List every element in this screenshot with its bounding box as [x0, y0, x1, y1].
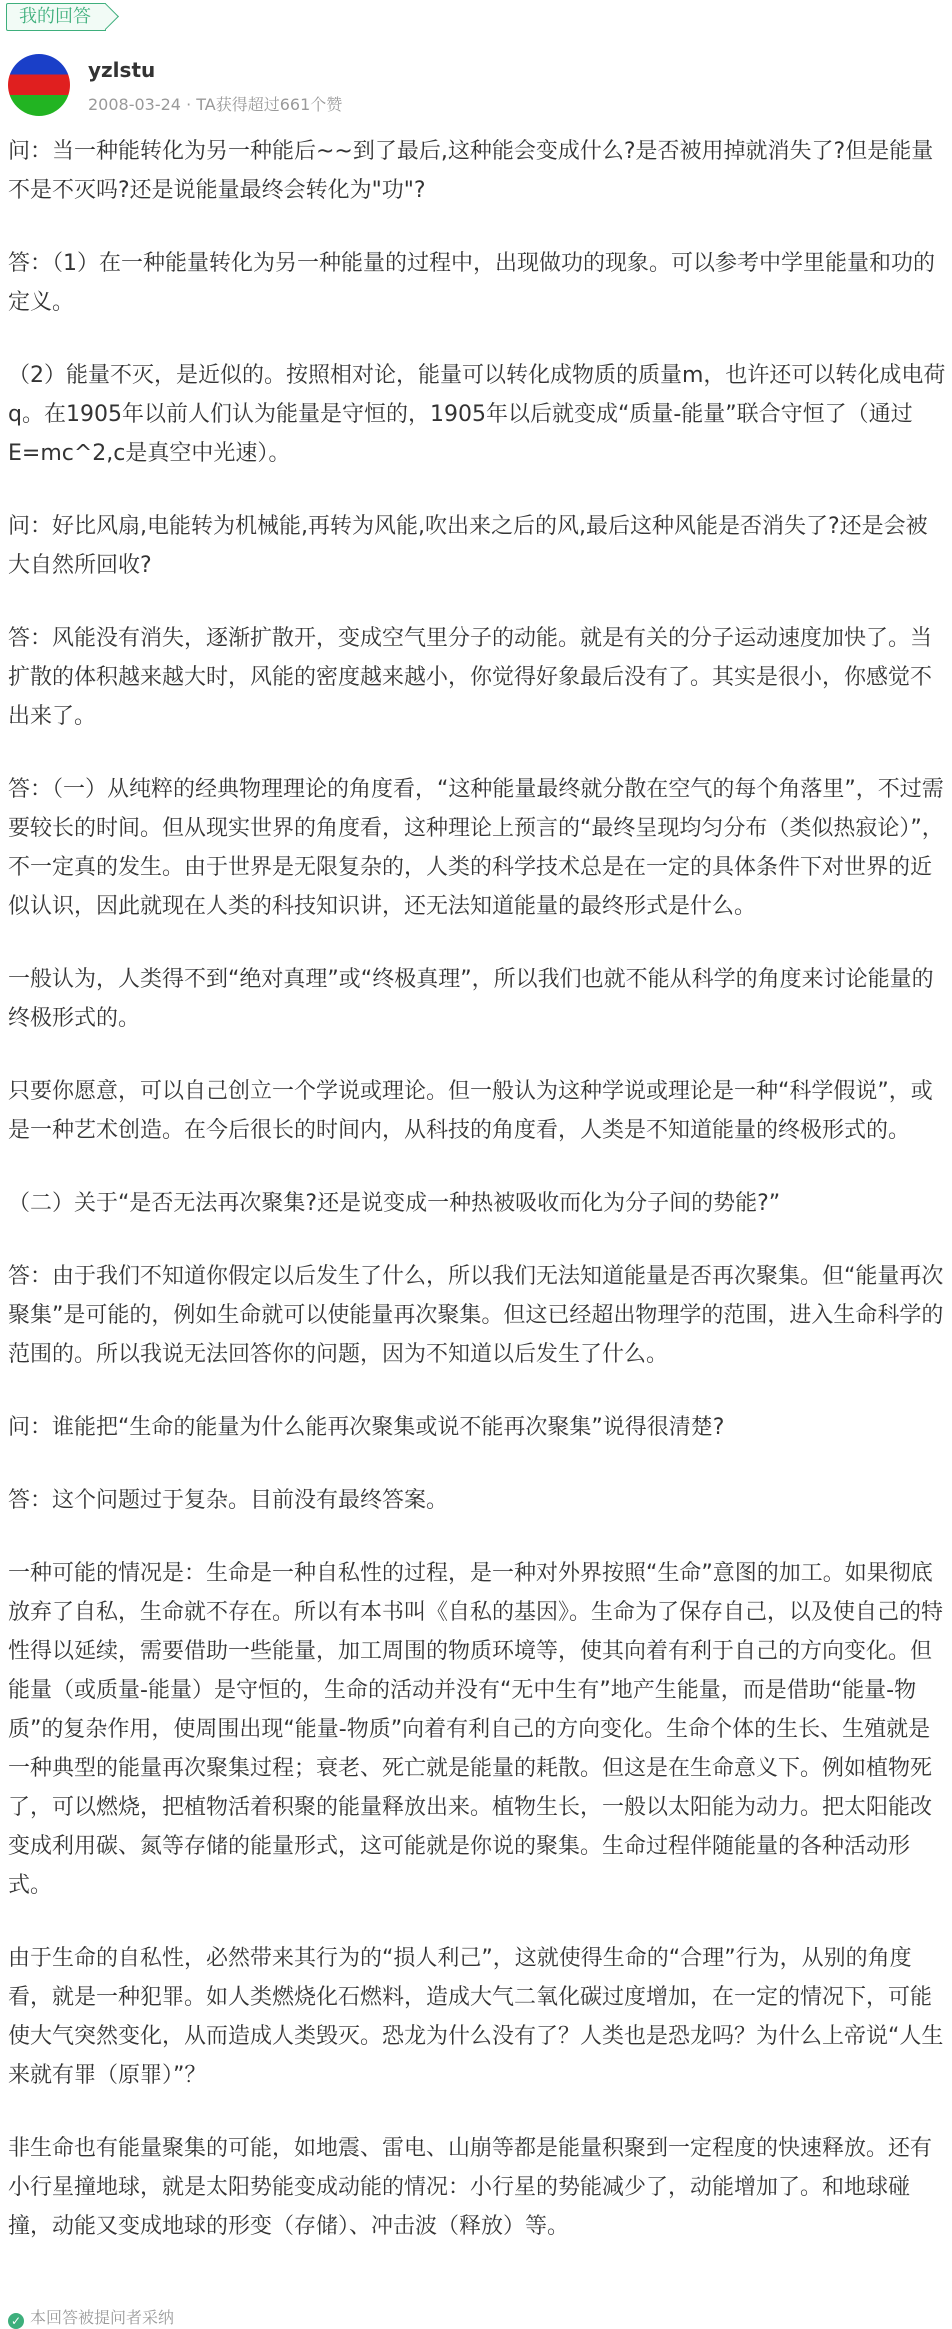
paragraph: 答：（一）从纯粹的经典物理理论的角度看，“这种能量最终就分散在空气的每个角落里”，不过需要较长的时间。但从现实世界的角度看，这种理论上预言的“最终呈现均匀分布（类似热寂论）”，不一定真的发生。由于世界是无限复杂的，人类的科学技术总是在一定的具体条件下对世界的近似认识，因此就现在人类的科技知识讲，还无法知道能量的最终形式是什么。 — [8, 777, 944, 919]
paragraph: 一种可能的情况是：生命是一种自私性的过程，是一种对外界按照“生命”意图的加工。如果彻底放弃了自私，生命就不存在。所以有本书叫《自私的基因》。生命为了保存自己，以及使自己的特性得以延续，需要借助一些能量，加工周围的物质环境等，使其向着有利于自己的方向变化。但能量（或质量-能量）是守恒的，生命的活动并没有“无中生有”地产生能量，而是借助“能量-物质”的复杂作用，使周围出现“能量-物质”向着有利自己的方向变化。生命个体的生长、生殖就是一种典型的能量再次聚集过程；衰老、死亡就是能量的耗散。但这是在生命意义下。例如植物死了，可以燃烧，把植物活着积聚的能量释放出来。植物生长，一般以太阳能为动力。把太阳能改变成利用碳、氮等存储的能量形式，这可能就是你说的聚集。生命过程伴随能量的各种活动形式。 — [8, 1561, 944, 1898]
paragraph: （2）能量不灭，是近似的。按照相对论，能量可以转化成物质的质量m，也许还可以转化成电荷q。在1905年以前人们认为能量是守恒的，1905年以后就变成“质量-能量”联合守恒了（通过E=mc^2,c是真空中光速）。 — [8, 363, 946, 466]
paragraph: 问：好比风扇,电能转为机械能,再转为风能,吹出来之后的风,最后这种风能是否消失了?还是会被大自然所回收? — [8, 514, 928, 578]
adopted-note: 本回答被提问者采纳 — [30, 2308, 175, 2327]
my-answer-tag — [6, 3, 106, 31]
paragraph: 答：这个问题过于复杂。目前没有最终答案。 — [8, 1488, 449, 1513]
paragraph: 问：谁能把“生命的能量为什么能再次聚集或说不能再次聚集”说得很清楚? — [8, 1415, 725, 1440]
answer-content — [8, 132, 948, 2246]
my-answer-tag-label: 我的回答 — [19, 6, 91, 27]
username[interactable]: yzlstu — [88, 58, 156, 82]
paragraph: 由于生命的自私性，必然带来其行为的“损人利己”，这就使得生命的“合理”行为，从别的角度看，就是一种犯罪。如人类燃烧化石燃料，造成大气二氧化碳过度增加，在一定的情况下，可能使大气突然变化，从而造成人类毁灭。恐龙为什么没有了？人类也是恐龙吗？为什么上帝说“人生来就有罪（原罪）”？ — [8, 1946, 944, 2088]
answer-meta — [88, 92, 342, 115]
paragraph: 答：（1）在一种能量转化为另一种能量的过程中，出现做功的现象。可以参考中学里能量和功的定义。 — [8, 251, 936, 315]
paragraph: 只要你愿意，可以自己创立一个学说或理论。但一般认为这种学说或理论是一种“科学假说”，或是一种艺术创造。在今后很长的时间内，从科技的角度看，人类是不知道能量的终极形式的。 — [8, 1079, 933, 1143]
user-likes: TA获得超过661个赞 — [196, 95, 343, 114]
answer-date: 2008-03-24 — [88, 95, 181, 114]
avatar[interactable] — [8, 54, 70, 116]
paragraph: 答：由于我们不知道你假定以后发生了什么，所以我们无法知道能量是否再次聚集。但“能量再次聚集”是可能的，例如生命就可以使能量再次聚集。但这已经超出物理学的范围，进入生命科学的范围的。所以我说无法回答你的问题，因为不知道以后发生了什么。 — [8, 1264, 944, 1367]
meta-separator: · — [186, 95, 192, 114]
paragraph: 一般认为，人类得不到“绝对真理”或“终极真理”，所以我们也就不能从科学的角度来讨论能量的终极形式的。 — [8, 967, 934, 1031]
adopted-badge — [8, 2305, 174, 2329]
check-shield-icon: ✓ — [8, 2313, 24, 2329]
paragraph: 答：风能没有消失，逐渐扩散开，变成空气里分子的动能。就是有关的分子运动速度加快了。当扩散的体积越来越大时，风能的密度越来越小，你觉得好象最后没有了。其实是很小，你感觉不出来了。 — [8, 626, 933, 729]
paragraph: 问：当一种能转化为另一种能后~~到了最后,这种能会变成什么?是否被用掉就消失了?但是能量不是不灭吗?还是说能量最终会转化为"功"? — [8, 139, 934, 203]
paragraph: 非生命也有能量聚集的可能，如地震、雷电、山崩等都是能量积聚到一定程度的快速释放。还有小行星撞地球，就是太阳势能变成动能的情况：小行星的势能减少了，动能增加了。和地球碰撞，动能又变成地球的形变（存储）、冲击波（释放）等。 — [8, 2136, 933, 2239]
paragraph: （二）关于“是否无法再次聚集?还是说变成一种热被吸收而化为分子间的势能?” — [8, 1191, 781, 1216]
